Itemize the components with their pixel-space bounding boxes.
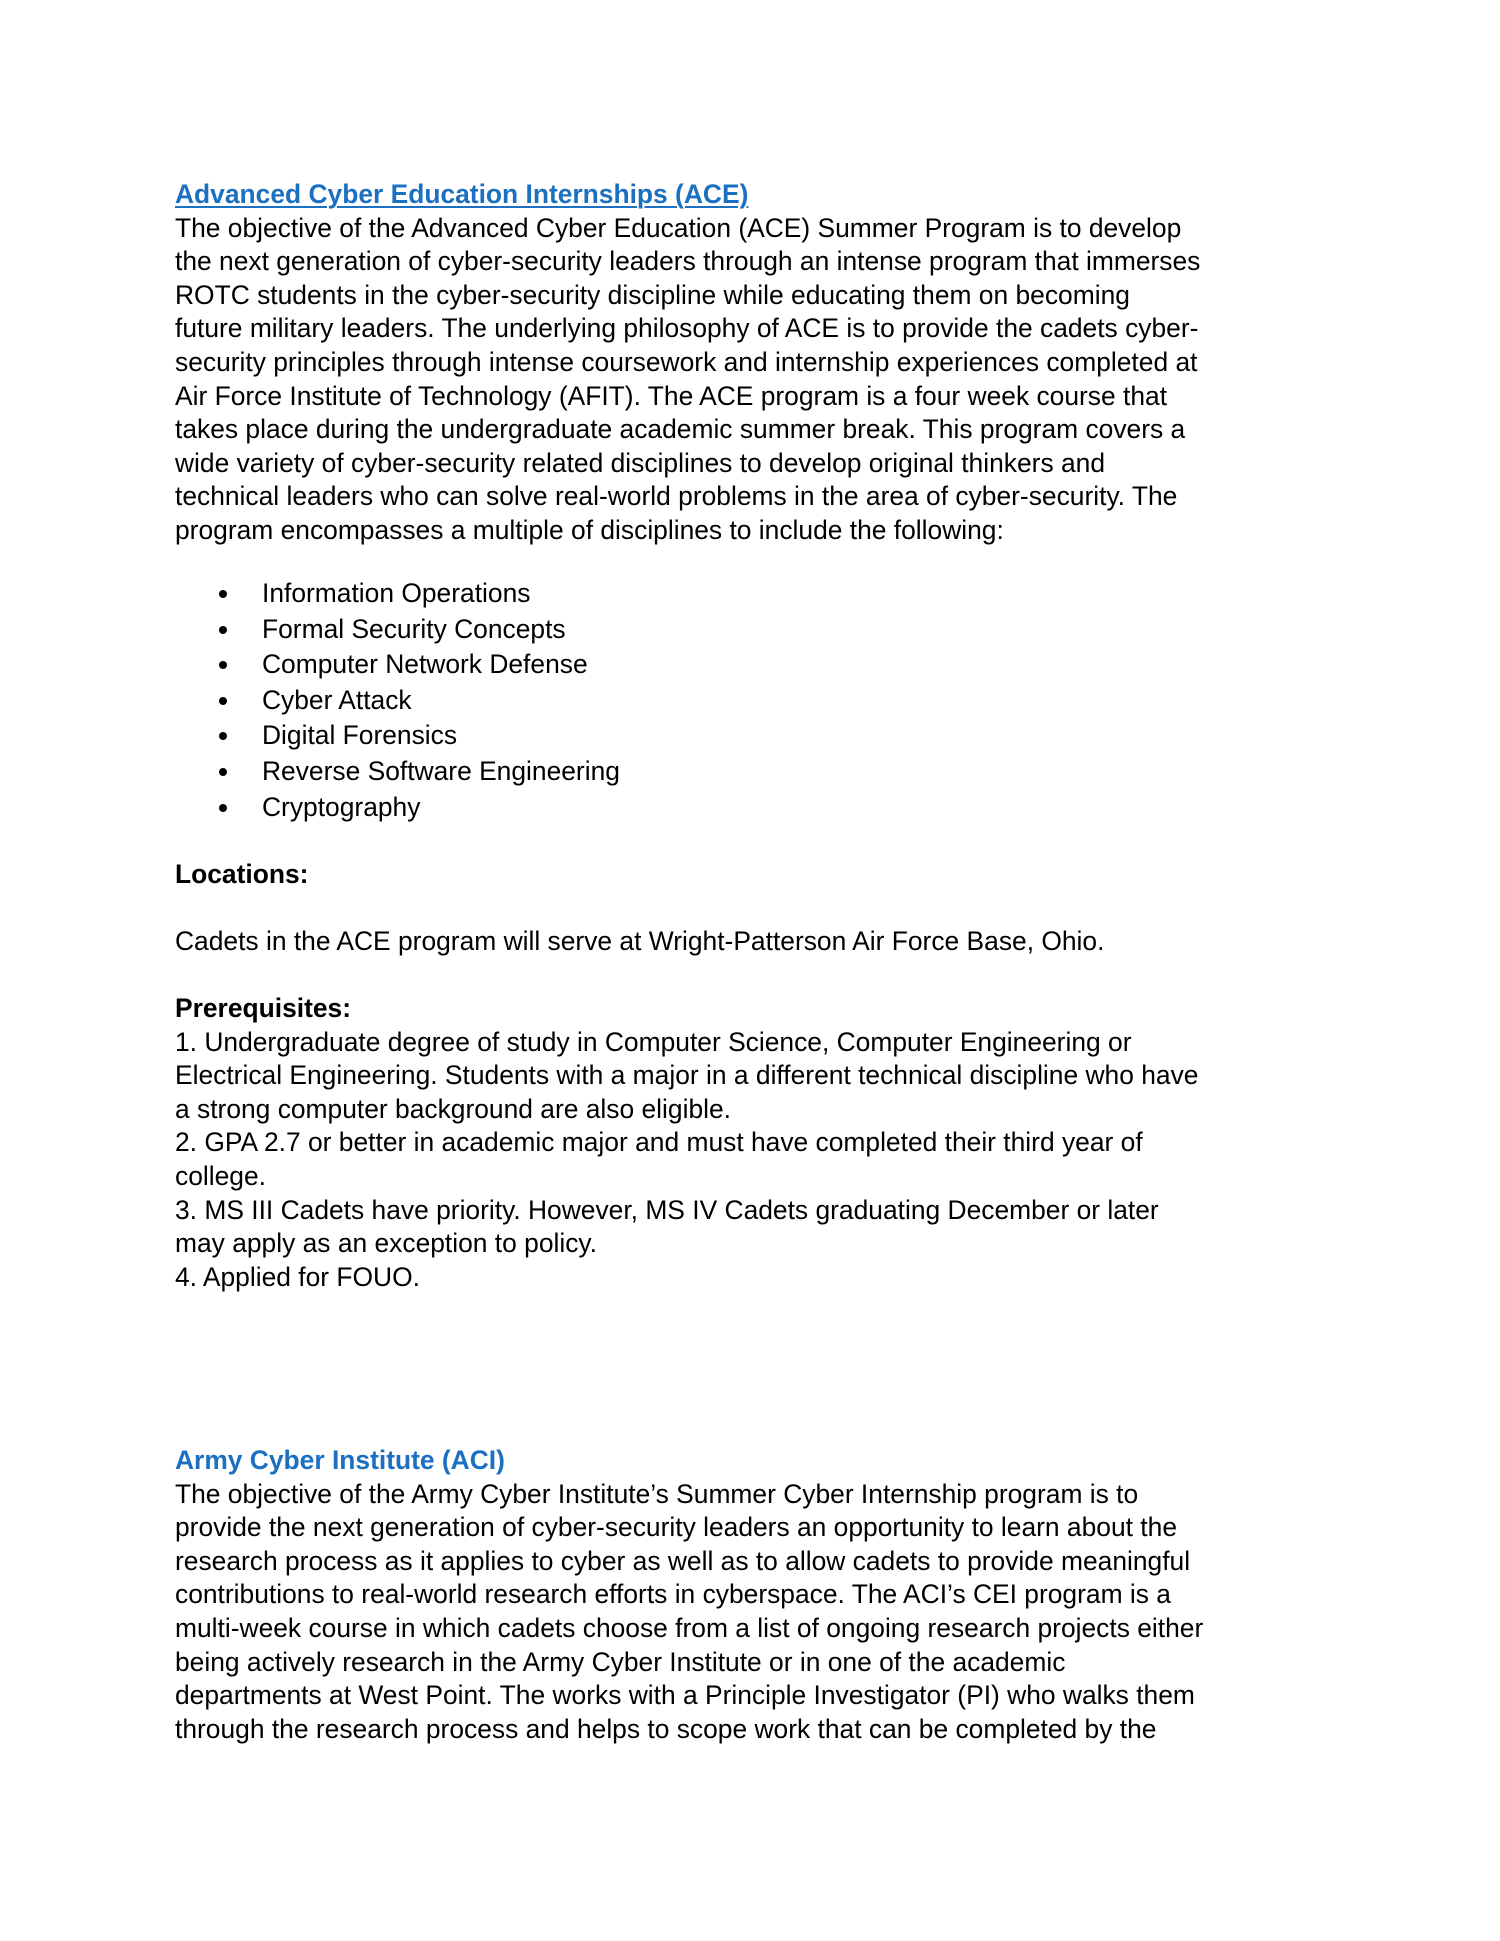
- paragraph-line: contributions to real-world research efforts in cyberspace. The ACI’s CEI program is a: [175, 1579, 1171, 1610]
- paragraph-line: through the research process and helps to scope work that can be completed by the: [175, 1713, 1157, 1744]
- disciplines-list: [175, 576, 620, 825]
- prerequisite-line: 2. GPA 2.7 or better in academic major and must have completed their third year of: [175, 1127, 1143, 1158]
- prerequisite-line: 1. Undergraduate degree of study in Computer Science, Computer Engineering or: [175, 1026, 1132, 1057]
- prerequisite-line: may apply as an exception to policy.: [175, 1228, 597, 1259]
- bullet-icon: [219, 590, 227, 598]
- list-item: [175, 718, 620, 754]
- paragraph-line: the next generation of cyber-security leaders through an intense program that immerses: [175, 246, 1201, 277]
- paragraph-line: technical leaders who can solve real-world problems in the area of cyber-security. The: [175, 481, 1178, 512]
- paragraph-line: research process as it applies to cyber as well as to allow cadets to provide meaningful: [175, 1545, 1191, 1576]
- aci-heading: Army Cyber Institute (ACI): [175, 1445, 505, 1475]
- list-item: [175, 790, 620, 826]
- prerequisite-line: a strong computer background are also eligible.: [175, 1093, 731, 1124]
- prerequisites-section: [175, 992, 1198, 1294]
- list-item-label: Reverse Software Engineering: [262, 755, 620, 786]
- list-item-label: Cyber Attack: [262, 684, 412, 715]
- bullet-icon: [219, 768, 227, 776]
- prerequisite-line: college.: [175, 1160, 266, 1191]
- aci-section: [175, 1444, 1203, 1746]
- paragraph-line: wide variety of cyber-security related disciplines to develop original thinkers and: [175, 447, 1105, 478]
- ace-heading-link[interactable]: Advanced Cyber Education Internships (ACE): [175, 179, 749, 209]
- paragraph-line: The objective of the Advanced Cyber Education (ACE) Summer Program is to develop: [175, 212, 1182, 243]
- ace-section: [175, 178, 1200, 548]
- paragraph-line: multi-week course in which cadets choose from a list of ongoing research projects either: [175, 1612, 1204, 1643]
- prerequisite-line: 4. Applied for FOUO.: [175, 1261, 420, 1292]
- bullet-icon: [219, 732, 227, 740]
- list-item-label: Digital Forensics: [262, 720, 458, 751]
- ace-paragraph: [175, 212, 1200, 548]
- list-item-label: Computer Network Defense: [262, 649, 588, 680]
- paragraph-line: Air Force Institute of Technology (AFIT). The ACE program is a four week course that: [175, 380, 1168, 411]
- list-item-label: Information Operations: [262, 578, 531, 608]
- prerequisite-line: 3. MS III Cadets have priority. However, MS IV Cadets graduating December or later: [175, 1194, 1159, 1225]
- locations-text: Cadets in the ACE program will serve at Wright-Patterson Air Force Base, Ohio.: [175, 926, 1105, 956]
- paragraph-line: provide the next generation of cyber-security leaders an opportunity to learn about the: [175, 1512, 1177, 1543]
- list-item-label: Cryptography: [262, 791, 421, 822]
- bullet-icon: [219, 661, 227, 669]
- list-item: [175, 647, 620, 683]
- bullet-icon: [219, 804, 227, 812]
- list-item-label: Formal Security Concepts: [262, 613, 566, 644]
- paragraph-line: security principles through intense coursework and internship experiences completed at: [175, 346, 1198, 377]
- paragraph-line: The objective of the Army Cyber Institute’s Summer Cyber Internship program is to: [175, 1478, 1139, 1509]
- paragraph-line: being actively research in the Army Cyber Institute or in one of the academic: [175, 1646, 1066, 1677]
- list-item: [175, 576, 620, 612]
- list-item: [175, 612, 620, 648]
- bullet-icon: [219, 626, 227, 634]
- aci-paragraph: [175, 1478, 1203, 1747]
- list-item: [175, 754, 620, 790]
- prerequisite-line: Electrical Engineering. Students with a major in a different technical discipline who have: [175, 1060, 1199, 1091]
- bullet-icon: [219, 697, 227, 705]
- paragraph-line: ROTC students in the cyber-security discipline while educating them on becoming: [175, 279, 1130, 310]
- list-item: [175, 683, 620, 719]
- locations-label: Locations:: [175, 859, 309, 889]
- paragraph-line: takes place during the undergraduate academic summer break. This program covers a: [175, 414, 1186, 445]
- prerequisites-label: Prerequisites:: [175, 993, 352, 1023]
- paragraph-line: departments at West Point. The works with a Principle Investigator (PI) who walks them: [175, 1680, 1195, 1711]
- paragraph-line: program encompasses a multiple of disciplines to include the following:: [175, 514, 1004, 545]
- paragraph-line: future military leaders. The underlying philosophy of ACE is to provide the cadets cyber-: [175, 313, 1199, 344]
